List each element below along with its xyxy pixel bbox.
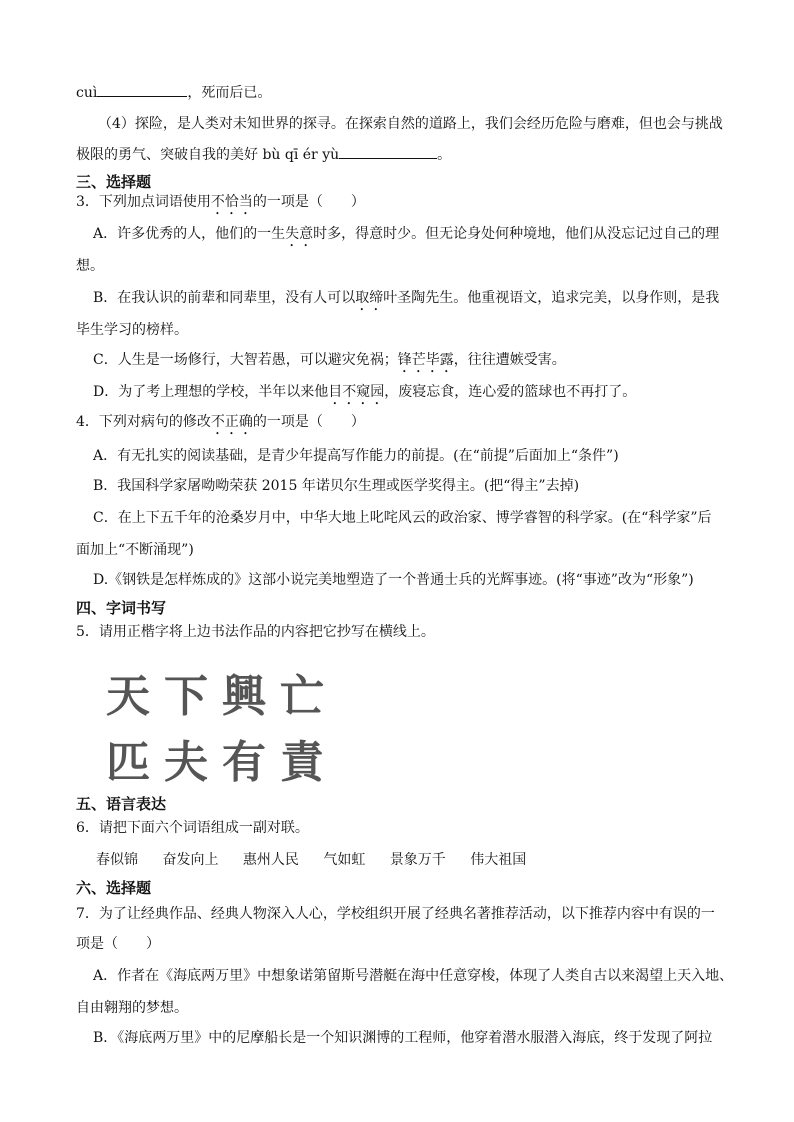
dotted-term: 不恰当 (210, 194, 253, 210)
item4-line1: （4）探险，是人类对未知世界的探寻。在探索自然的道路上，我们会经历危险与磨难，但也会与挑战 (98, 116, 723, 132)
stem-text: 4．下列对病句的修改 (76, 414, 211, 430)
pinyin-text: cuì (76, 85, 98, 101)
option-3a (93, 224, 719, 250)
option-4a: A．有无扎实的阅读基础，是青少年提高写作能力的前提。(在“前提”后面加上“条件”) (93, 448, 619, 464)
option-3c (93, 350, 566, 376)
option-3b (93, 288, 719, 314)
question-7-line1: 7．为了让经典作品、经典人物深入人心，学校组织开展了经典名著推荐活动，以下推荐内容中有误的一 (76, 906, 715, 922)
answer-blank[interactable] (339, 144, 437, 159)
option-4b: B．我国科学家屠呦呦荣获 2015 年诺贝尔生理或医学奖得主。(把“得主”去掉) (93, 478, 580, 494)
word-item: 奋发向上 (162, 852, 219, 868)
option-4c: C．在上下五千年的沧桑岁月中，中华大地上叱咤风云的政治家、博学睿智的科学家。(在“科学家”后 (93, 510, 712, 526)
question-6: 6．请把下面六个词语组成一副对联。 (76, 820, 309, 836)
option-text: 时多，得意时少。但无论身处何种境地，他们从没忘记过自己的理 (313, 226, 720, 242)
section-heading: 五、语言表达 (76, 795, 167, 813)
option-text: ，废寝忘食，连心爱的篮球也不再打了。 (384, 384, 637, 400)
word-item: 气如虹 (323, 852, 366, 868)
line-end-text: ，死而后已。 (187, 85, 272, 101)
option-text: B．在我认识的前辈和同辈里，没有人可以 (93, 290, 356, 306)
question-7-line2: 项是（ ） (76, 936, 160, 952)
line-end-text: 。 (437, 147, 452, 163)
word-item: 春似锦 (96, 852, 138, 868)
stem-text: 3．下列加点词语使用 (76, 194, 211, 210)
option-3d (93, 382, 636, 408)
option-4d: D.《钢铁是怎样炼成的》这部小说完美地塑造了一个普通士兵的光辉事迹。(将“事迹”改为“形象”) (93, 572, 694, 588)
dotted-term: 取缔 (355, 290, 384, 306)
stem-text: 的一项是（ ） (252, 414, 365, 430)
dotted-term: 失意 (285, 226, 314, 242)
option-7a-line1: A．作者在《海底两万里》中想象诺第留斯号潜艇在海中任意穿梭，体现了人类自古以来渴望上天入地、 (93, 968, 734, 984)
option-3b-cont: 毕生学习的榜样。 (76, 322, 188, 338)
question-3-stem (76, 192, 365, 218)
question-4-stem (76, 412, 365, 438)
section-heading: 六、选择题 (76, 879, 152, 897)
calligraphy-line-2: 匹夫有責 (106, 737, 338, 788)
dotted-term: 锋芒毕露 (397, 352, 454, 368)
option-text: A．许多优秀的人，他们的一生 (93, 226, 286, 242)
option-text: ，往往遭嫉受害。 (453, 352, 566, 368)
answer-blank[interactable] (97, 82, 187, 97)
question-5: 5．请用正楷字将上边书法作品的内容把它抄写在横线上。 (76, 624, 435, 640)
option-3a-cont: 想。 (76, 258, 104, 274)
section-heading: 三、选择题 (76, 173, 152, 191)
word-item: 景象万千 (389, 852, 446, 868)
item4-line2 (76, 144, 451, 165)
item4-text: 极限的勇气、突破自我的美好 bù qī ér yù (76, 147, 340, 163)
option-7b-line1: B．《海底两万里》中的尼摩船长是一个知识渊博的工程师，他穿着潜水服潜入海底，终于发现了阿拉 (93, 1030, 713, 1046)
word-list (96, 850, 546, 870)
option-text: D．为了考上理想的学校，半年以来他 (93, 384, 329, 400)
option-text: 叶圣陶先生。他重视语文，追求完美，以身作则，是我 (383, 290, 720, 306)
fill-line-1 (76, 82, 271, 103)
dotted-term: 不正确 (210, 414, 253, 430)
word-item: 惠州人民 (242, 852, 299, 868)
dotted-term: 目不窥园 (328, 384, 385, 400)
word-item: 伟大祖国 (470, 852, 527, 868)
option-4c-cont: 面加上“不断涌现”) (76, 542, 194, 558)
section-heading: 四、字词书写 (76, 599, 167, 617)
option-text: C．人生是一场修行，大智若愚，可以避灾免祸； (93, 352, 398, 368)
option-7a-line2: 自由翱翔的梦想。 (76, 1000, 188, 1016)
stem-text: 的一项是（ ） (252, 194, 365, 210)
calligraphy-line-1: 天下興亡 (106, 671, 338, 722)
